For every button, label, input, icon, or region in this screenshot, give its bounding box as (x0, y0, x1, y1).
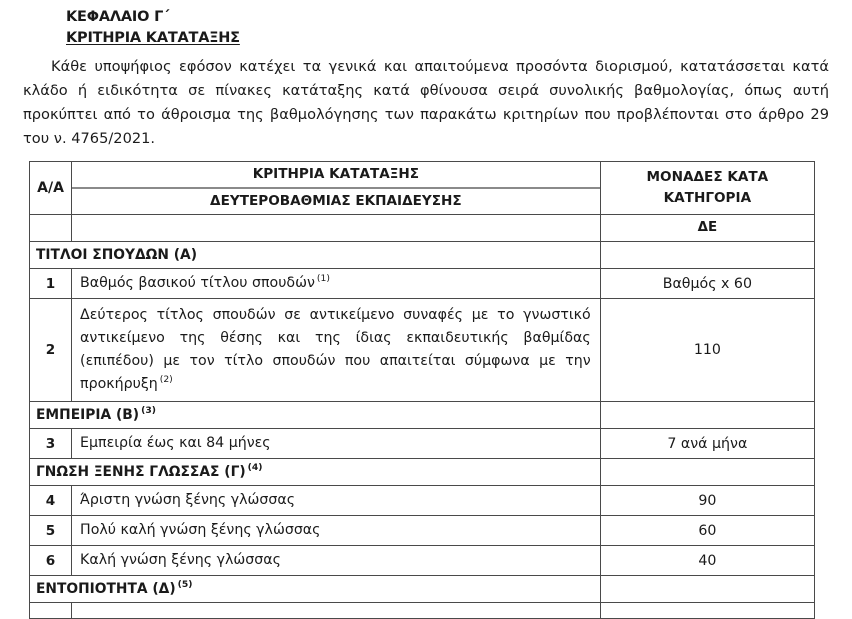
section-title-text: ΕΝΤΟΠΙΟΤΗΤΑ (Δ) (36, 581, 176, 597)
section-note-ref (197, 245, 199, 256)
section-title-titloi-spoudon (30, 242, 601, 269)
section-note-ref: (3) (141, 405, 156, 417)
table-row (30, 429, 815, 459)
section-header-row (30, 459, 815, 486)
row-units: 40 (600, 546, 814, 576)
row-criterion (72, 486, 601, 516)
header-cell-aa: Α/Α (30, 162, 72, 215)
row-criterion (72, 546, 601, 576)
section-title-text: ΕΜΠΕΙΡΙΑ (Β) (36, 407, 140, 423)
row-criterion-text: Δεύτερος τίτλος σπουδών σε αντικείμενο συναφές με το γνωστικό αντικείμενο της θέσης και της ίδιας εκπαιδευτικής βαθμίδας (επιπέδου) με τον τίτλο σπουδών που απαιτείται σύμφωνα με την προκήρυξη (80, 307, 591, 392)
chapter-title: ΚΡΙΤΗΡΙΑ ΚΑΤΑΤΑΞΗΣ (66, 30, 240, 46)
row-number: 5 (30, 516, 72, 546)
header-cell-criteria (72, 162, 601, 215)
row-criterion-text: Πολύ καλή γνώση ξένης γλώσσας (80, 522, 321, 538)
table-row (30, 299, 815, 402)
row-units: 60 (600, 516, 814, 546)
section-units-empty (600, 459, 814, 486)
section-units-empty (600, 242, 814, 269)
row-criterion-text: Καλή γνώση ξένης γλώσσας (80, 552, 281, 568)
row-criterion (72, 429, 601, 459)
section-units-empty (600, 402, 814, 429)
row-note-ref: (1) (316, 273, 330, 285)
section-title-gnosi-ksenis-glossas (30, 459, 601, 486)
header-units-line2: ΚΑΤΗΓΟΡΙΑ (663, 190, 752, 206)
table-row (30, 269, 815, 299)
row-note-ref: (2) (159, 374, 173, 386)
section-title-text: ΤΙΤΛΟΙ ΣΠΟΥΔΩΝ (Α) (36, 247, 198, 263)
header-cell-units (600, 162, 814, 215)
row-units: 110 (600, 299, 814, 402)
row-criterion (72, 299, 601, 402)
section-header-row (30, 242, 815, 269)
row-note-ref (321, 520, 323, 531)
chapter-heading (0, 0, 852, 49)
row-number: 3 (30, 429, 72, 459)
row-units: 7 ανά μήνα (600, 429, 814, 459)
row-criterion-text: Βαθμός βασικού τίτλου σπουδών (80, 275, 315, 291)
table-category-row (30, 215, 815, 242)
table-header-row (30, 162, 815, 215)
row-criterion-text: Εμπειρία έως και 84 μήνες (80, 435, 271, 451)
table-row (30, 516, 815, 546)
row-note-ref (295, 490, 297, 501)
row-number: 4 (30, 486, 72, 516)
section-title-empeiria (30, 402, 601, 429)
row-criterion-text: Άριστη γνώση ξένης γλώσσας (80, 492, 296, 508)
row-note-ref (271, 433, 273, 444)
criteria-table (29, 161, 815, 619)
table-row (30, 486, 815, 516)
row-units: Βαθμός x 60 (600, 269, 814, 299)
category-code-cell: ΔΕ (600, 215, 814, 242)
intro-paragraph: Κάθε υποψήφιος εφόσον κατέχει τα γενικά και απαιτούμενα προσόντα διορισμού, κατατάσσεται κατά κλάδο ή ειδικότητα σε πίνακες κατάταξης κατά φθίνουσα σειρά συνολικής βαθμολογίας, όπως αυτή προκύπτει από το άθροισμα της βαθμολόγησης των παρακάτω κριτηρίων που προβλέπονται στο άρθρο 29 του ν. 4765/2021. (23, 58, 829, 147)
row-criterion (72, 516, 601, 546)
section-title-text: ΓΝΩΣΗ ΞΕΝΗΣ ΓΛΩΣΣΑΣ (Γ) (36, 464, 246, 480)
row-number: 1 (30, 269, 72, 299)
section-units-empty (600, 576, 814, 603)
section-note-ref: (5) (177, 579, 193, 591)
section-title-entopiotita (30, 576, 601, 603)
header-criteria-line2: ΔΕΥΤΕΡΟΒΑΘΜΙΑΣ ΕΚΠΑΙΔΕΥΣΗΣ (210, 193, 462, 209)
row-units: 90 (600, 486, 814, 516)
section-header-row (30, 576, 815, 603)
partial-cell-aa (30, 603, 72, 619)
row-number: 6 (30, 546, 72, 576)
criteria-table-body (30, 162, 815, 619)
table-row-partial-cutoff (30, 603, 815, 619)
criteria-table-wrapper (29, 161, 815, 619)
row-number: 2 (30, 299, 72, 402)
table-row (30, 546, 815, 576)
header-criteria-line1: ΚΡΙΤΗΡΙΑ ΚΑΤΑΤΑΞΗΣ (72, 162, 600, 189)
partial-cell-criteria (72, 603, 601, 619)
header-units-line1: ΜΟΝΑΔΕΣ ΚΑΤΑ (646, 169, 769, 185)
section-header-row (30, 402, 815, 429)
chapter-label: ΚΕΦΑΛΑΙΟ Γ΄ (66, 9, 170, 25)
row-note-ref (281, 550, 283, 561)
partial-cell-units (600, 603, 814, 619)
row-criterion (72, 269, 601, 299)
category-cell-aa-empty (30, 215, 72, 242)
section-note-ref: (4) (247, 462, 263, 474)
category-cell-criteria-empty (72, 215, 601, 242)
